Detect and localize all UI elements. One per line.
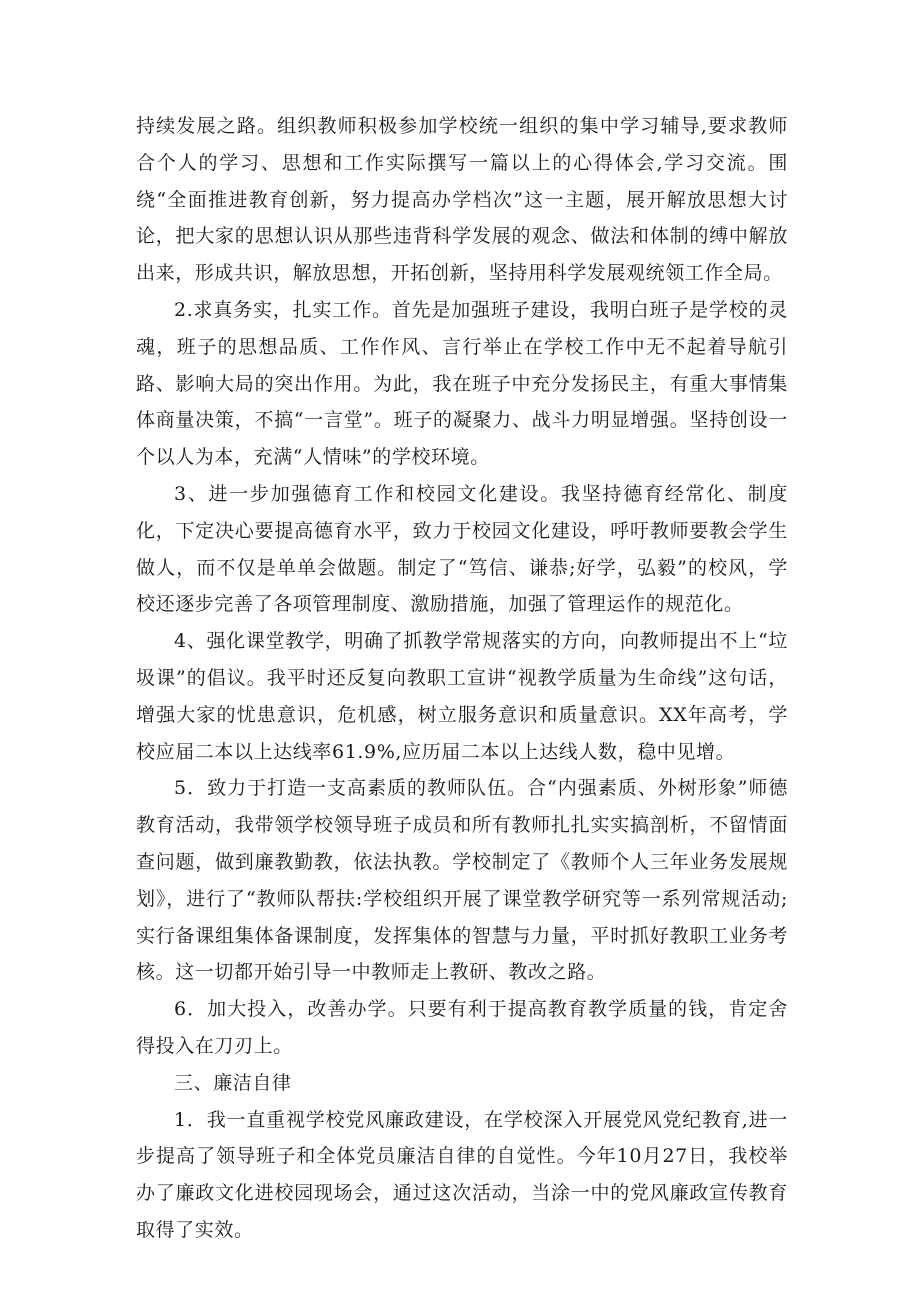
paragraph-item-3: 3、进一步加强德育工作和校园文化建设。我坚持德育经常化、制度化，下定决心要提高德育水平，致力于校园文化建设，呼吁教师要教会学生做人，而不仅是单单会做题。制定了“笃信、谦恭;好学，弘毅”的校风，学校还逐步完善了各项管理制度、激励措施，加强了管理运作的规范化。: [136, 482, 788, 616]
paragraph-section3-item-1: 1．我一直重视学校党风廉政建设，在学校深入开展党风党纪教育,进一步提高了领导班子和全体党员廉洁自律的自觉性。今年10月27日，我校举办了廉政文化进校园现场会，通过这次活动，当涂一中的党风廉政宣传教育取得了实效。: [136, 1108, 788, 1241]
paragraph-item-2: 2.求真务实，扎实工作。首先是加强班子建设，我明白班子是学校的灵魂，班子的思想品质、工作作风、言行举止在学校工作中无不起着导航引路、影响大局的突出作用。为此，我在班子中充分发扬民主，有重大事情集体商量决策，不搞“一言堂”。班子的凝聚力、战斗力明显增强。坚持创设一个以人为本，充满“人情味”的学校环境。: [136, 298, 788, 469]
paragraph-continuation: 持续发展之路。组织教师积极参加学校统一组织的集中学习辅导,要求教师合个人的学习、思想和工作实际撰写一篇以上的心得体会,学习交流。围绕“全面推进教育创新，努力提高办学档次”这一主题，展开解放思想大讨论，把大家的思想认识从那些违背科学发展的观念、做法和体制的缚中解放出来，形成共识，解放思想，开拓创新，坚持用科学发展观统领工作全局。: [136, 115, 788, 285]
document-page: [136, 108, 788, 1249]
paragraph-item-6: 6．加大投入，改善办学。只要有利于提高教育教学质量的钱，肯定舍得投入在刀刃上。: [136, 998, 788, 1057]
section-heading: 三、廉洁自律: [174, 1071, 292, 1094]
paragraph-item-4: 4、强化课堂教学，明确了抓教学常规落实的方向，向教师提出不上“垃圾课”的倡议。我平时还反复向教职工宣讲“视教学质量为生命线”这句话，增强大家的忧患意识，危机感，树立服务意识和质量意识。XX年高考，学校应届二本以上达线率61.9%,应历届二本以上达线人数，稳中见增。: [136, 630, 788, 763]
paragraph-item-5: 5．致力于打造一支高素质的教师队伍。合“内强素质、外树形象”师德教育活动，我带领学校领导班子成员和所有教师扎扎实实搞剖析，不留情面查问题，做到廉教勤教，依法执教。学校制定了《教师个人三年业务发展规划》，进行了“教师队帮扶:学校组织开展了课堂教学研究等一系列常规活动;实行备课组集体备课制度，发挥集体的智慧与力量，平时抓好教职工业务考核。这一切都开始引导一中教师走上教研、教改之路。: [136, 777, 788, 984]
